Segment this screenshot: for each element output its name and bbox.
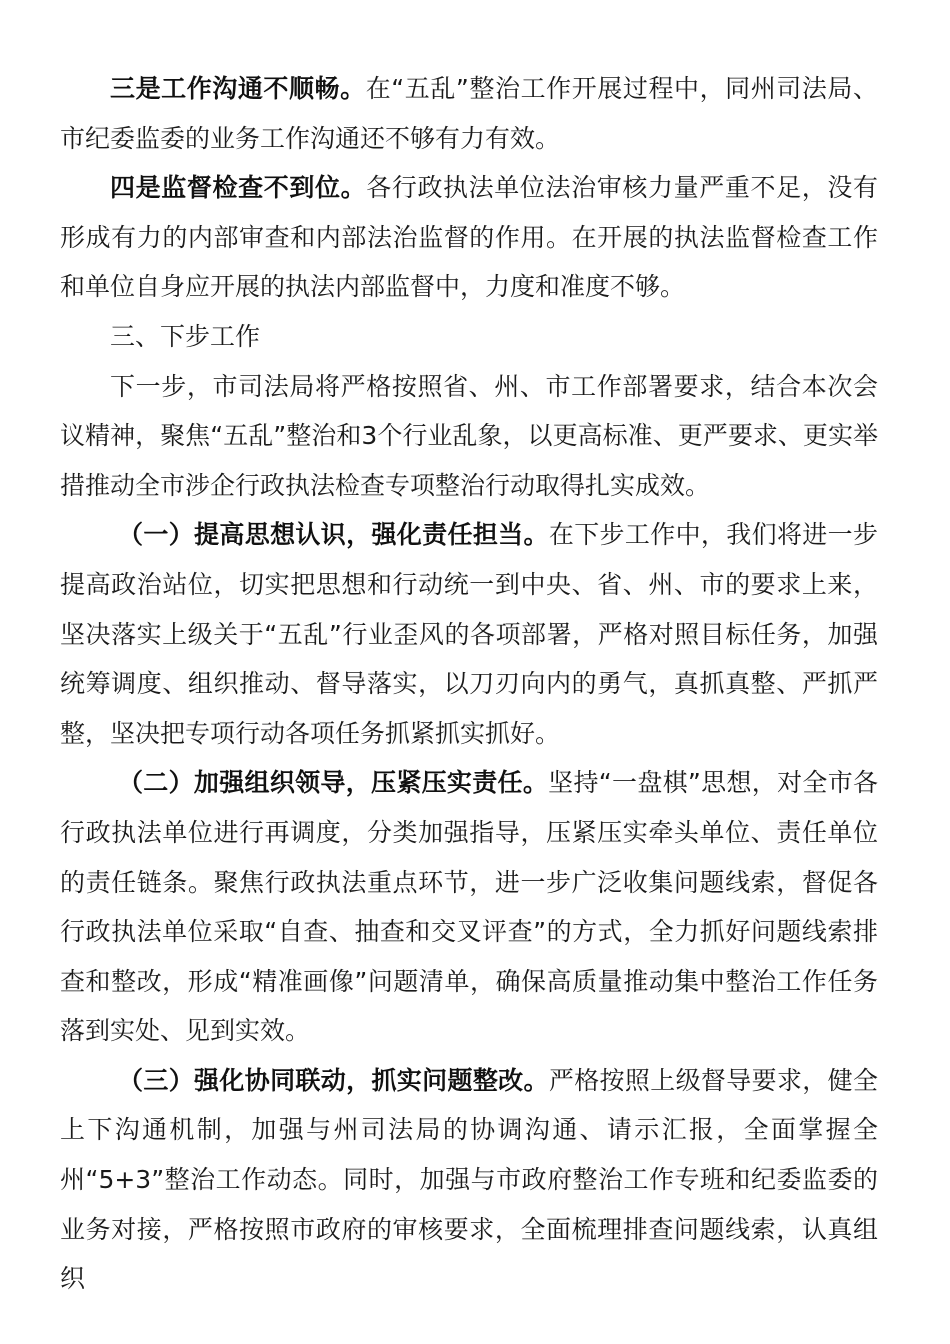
paragraph-item-2: [60, 758, 878, 1056]
paragraph-item-1: [60, 510, 878, 758]
paragraph-lead: （一）提高思想认识，强化责任担当。: [118, 520, 549, 550]
section-heading: 三、下步工作: [110, 321, 261, 351]
paragraph-text: 下一步，市司法局将严格按照省、州、市工作部署要求，结合本次会议精神，聚焦“五乱”整治和3个行业乱象，以更高标准、更严要求、更实举措推动全市涉企行政执法检查专项整治行动取得扎实成效。: [60, 371, 878, 500]
paragraph-lead: 四是监督检查不到位。: [110, 173, 367, 203]
paragraph-text: 在“五乱”整治工作开展过程中，同州司法局、市纪委监委的业务工作沟通还不够有力有效。: [60, 74, 878, 153]
paragraph-next-step: [60, 362, 878, 511]
paragraph-text: 各行政执法单位法治审核力量严重不足，没有形成有力的内部审查和内部法治监督的作用。在开展的执法监督检查工作和单位自身应开展的执法内部监督中，力度和准度不够。: [60, 173, 878, 302]
paragraph-lead: （三）强化协同联动，抓实问题整改。: [118, 1065, 549, 1095]
paragraph-text: 严格按照上级督导要求，健全上下沟通机制，加强与州司法局的协调沟通、请示汇报，全面掌握全州“5+3”整治工作动态。同时，加强与市政府整治工作专班和纪委监委的业务对接，严格按照市政府的审核要求，全面梳理排查问题线索，认真组织: [60, 1065, 878, 1294]
paragraph-lead: （二）加强组织领导，压紧压实责任。: [118, 768, 549, 798]
paragraph-lead: 三是工作沟通不顺畅。: [110, 74, 366, 103]
paragraph-item-3: [60, 1056, 878, 1304]
paragraph-text: 在下步工作中，我们将进一步提高政治站位，切实把思想和行动统一到中央、省、州、市的要求上来，坚决落实上级关于“五乱”行业歪风的各项部署，严格对照目标任务，加强统筹调度、组织推动、督导落实，以刀刃向内的勇气，真抓真整、严抓严整，坚决把专项行动各项任务抓紧抓实抓好。: [60, 520, 878, 748]
paragraph-communication: [60, 64, 878, 163]
paragraph-text: 坚持“一盘棋”思想，对全市各行政执法单位进行再调度，分类加强指导，压紧压实牵头单位、责任单位的责任链条。聚焦行政执法重点环节，进一步广泛收集问题线索，督促各行政执法单位采取“自查、抽查和交叉评查”的方式，全力抓好问题线索排查和整改，形成“精准画像”问题清单，确保高质量推动集中整治工作任务落到实处、见到实效。: [60, 768, 878, 1046]
paragraph-supervision: [60, 163, 878, 312]
